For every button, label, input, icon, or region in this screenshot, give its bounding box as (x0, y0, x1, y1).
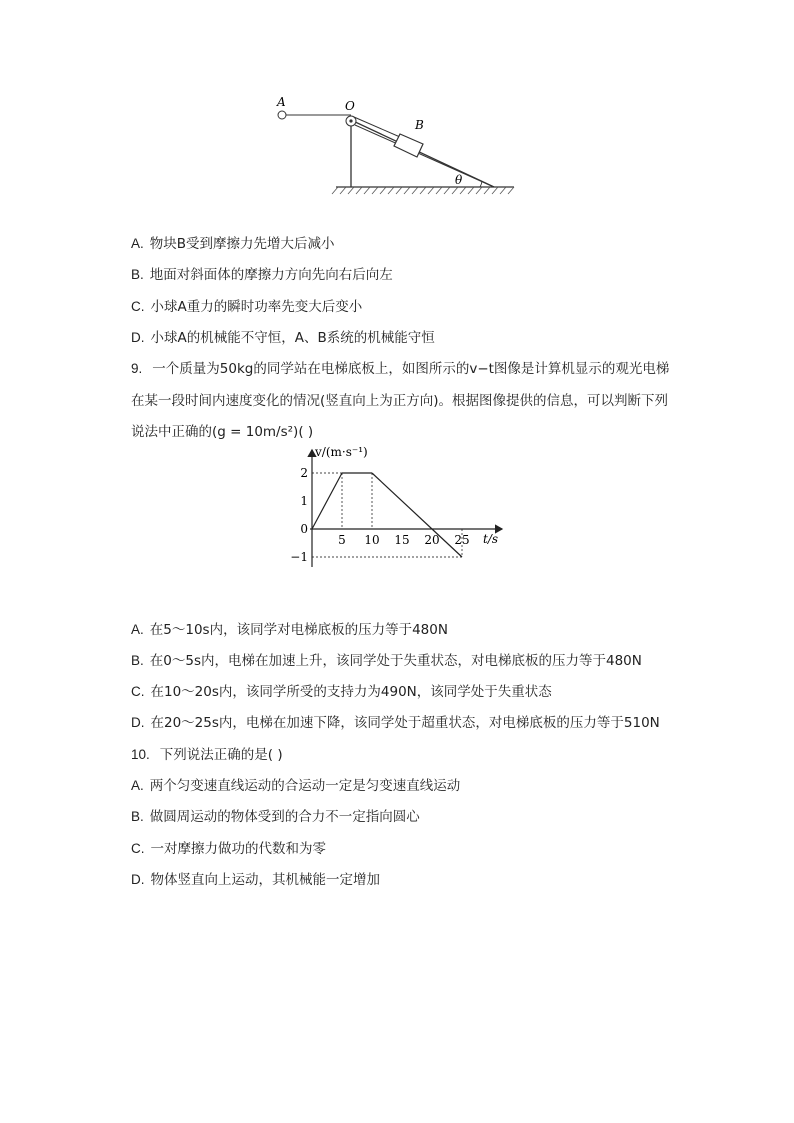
q10-option-c: C. 一对摩擦力做功的代数和为零 (131, 841, 326, 857)
q8-option-b: B. 地面对斜面体的摩擦力方向先向右后向左 (131, 267, 393, 283)
x-tick-label: 10 (364, 533, 380, 547)
vt-graph (284, 444, 514, 584)
series-segment (372, 473, 432, 529)
q9-option-a: A. 在5～10s内，该同学对电梯底板的压力等于480N (131, 622, 448, 638)
q8-option-a: A. 物块B受到摩擦力先增大后减小 (131, 236, 335, 252)
y-tick-label: 2 (300, 466, 308, 480)
x-axis-label: t/s (483, 532, 499, 546)
label-theta: θ (455, 173, 463, 187)
y-tick-label: 1 (300, 494, 308, 508)
x-tick-label: 20 (424, 533, 440, 547)
q9-stem-line1: 9. 一个质量为50kg的同学站在电梯底板上，如图所示的v−t图像是计算机显示的观光电梯 (131, 361, 670, 377)
q8-option-d: D. 小球A的机械能不守恒，A、B系统的机械能守恒 (131, 330, 435, 346)
label-a: A (277, 95, 286, 109)
label-o: O (345, 99, 355, 113)
label-b: B (415, 118, 424, 132)
q8-option-c: C. 小球A重力的瞬时功率先变大后变小 (131, 299, 363, 315)
x-tick-label: 25 (454, 533, 470, 547)
series-segment (312, 473, 342, 529)
y-tick-label: −1 (290, 550, 308, 564)
q10-option-d: D. 物体竖直向上运动，其机械能一定增加 (131, 872, 380, 888)
q9-stem-line2: 在某一段时间内速度变化的情况(竖直向上为正方向)。根据图像提供的信息，可以判断下列 (131, 393, 669, 409)
q9-option-c: C. 在10～20s内，该同学所受的支持力为490N，该同学处于失重状态 (131, 684, 552, 700)
y-tick-label: 0 (300, 522, 308, 536)
x-tick-label: 5 (338, 533, 346, 547)
ball-a (278, 111, 286, 119)
q10-option-b: B. 做圆周运动的物体受到的合力不一定指向圆心 (131, 809, 420, 825)
x-tick-label: 15 (394, 533, 410, 547)
block-b (394, 134, 423, 157)
y-axis-label: v/(m·s⁻¹) (315, 445, 368, 459)
q9-option-b: B. 在0～5s内，电梯在加速上升，该同学处于失重状态，对电梯底板的压力等于480N (131, 653, 642, 669)
q10-option-a: A. 两个匀变速直线运动的合运动一定是匀变速直线运动 (131, 778, 461, 794)
q9-stem-line3: 说法中正确的(g = 10m/s²)( ) (131, 424, 314, 440)
q9-option-d: D. 在20～25s内，电梯在加速下降，该同学处于超重状态，对电梯底板的压力等于510N (131, 715, 660, 731)
q10-stem: 10. 下列说法正确的是( ) (131, 747, 283, 763)
incline-pulley-figure (270, 90, 530, 200)
